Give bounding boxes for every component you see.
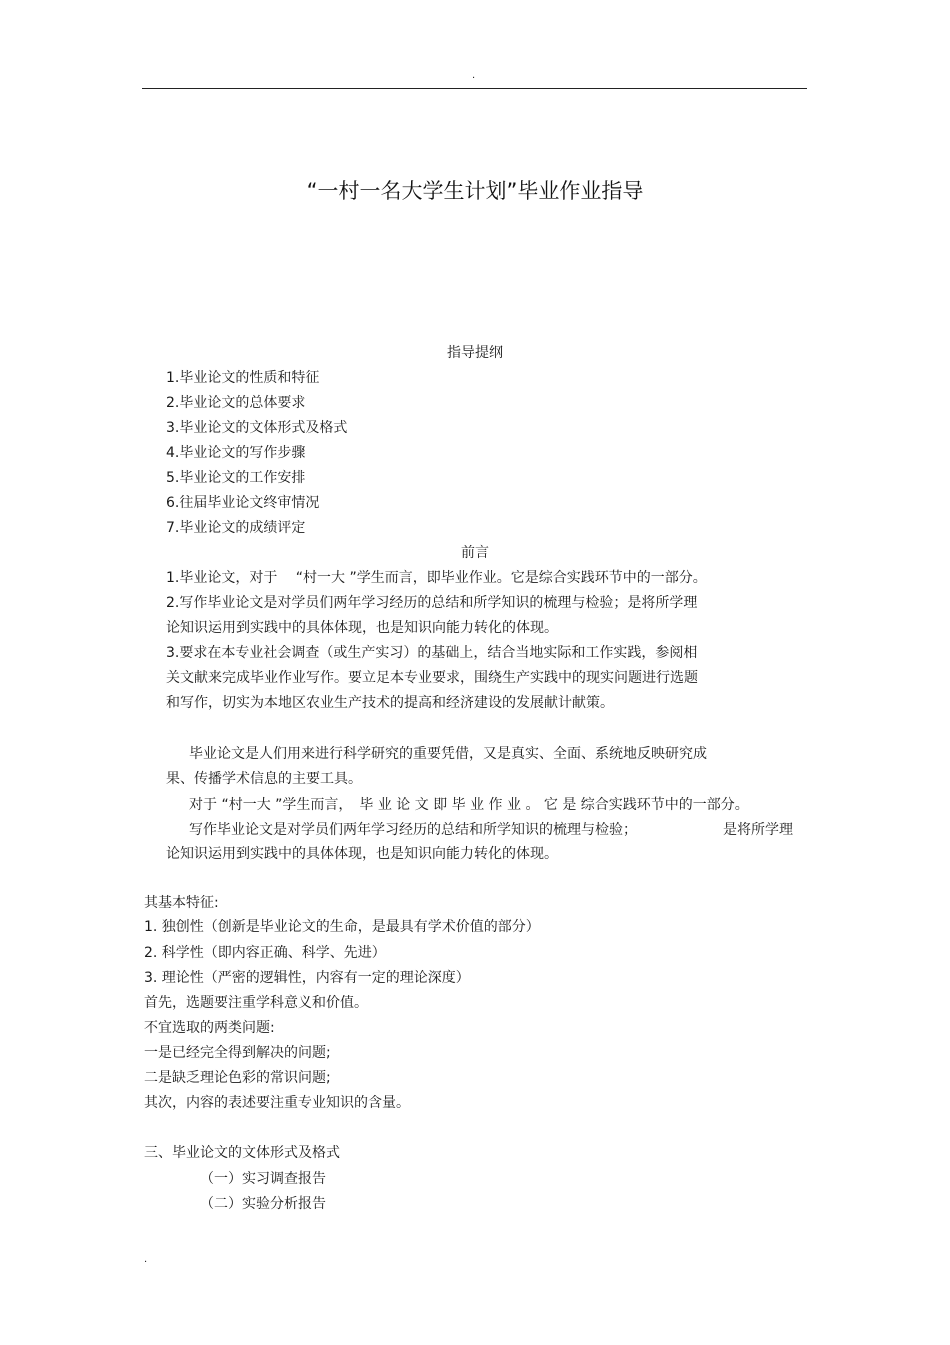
- outline-heading: 指导提纲: [447, 345, 503, 361]
- preface-line: 论知识运用到实践中的具体体现，也是知识向能力转化的体现。: [166, 620, 558, 636]
- features-heading: 其基本特征:: [144, 895, 219, 911]
- outline-item: 4.毕业论文的写作步骤: [166, 445, 306, 461]
- outline-item: 3.毕业论文的文体形式及格式: [166, 420, 348, 436]
- body-line: 对于 “村一大 ”学生而言， 毕 业 论 文 即 毕 业 作 业 。 它 是 综合实践环节中的一部分。: [189, 797, 749, 813]
- feature-note: 其次，内容的表述要注重专业知识的含量。: [144, 1095, 410, 1111]
- footer-mark: .: [144, 1254, 148, 1265]
- feature-note: 一是已经完全得到解决的问题;: [144, 1045, 331, 1061]
- section3-item: （一）实习调查报告: [200, 1171, 326, 1187]
- body-line: 毕业论文是人们用来进行科学研究的重要凭借，又是真实、全面、系统地反映研究成: [189, 746, 707, 762]
- preface-line: 1.毕业论文，对于 “村一大 ”学生而言，即毕业作业。它是综合实践环节中的一部分。: [166, 570, 707, 586]
- outline-item: 7.毕业论文的成绩评定: [166, 520, 306, 536]
- outline-item: 6.往届毕业论文终审情况: [166, 495, 320, 511]
- body-line: 论知识运用到实践中的具体体现，也是知识向能力转化的体现。: [166, 846, 558, 862]
- feature-note: 首先，选题要注重学科意义和价值。: [144, 995, 368, 1011]
- outline-item: 1.毕业论文的性质和特征: [166, 370, 320, 386]
- header-rule: [142, 88, 807, 89]
- feature-item: 3. 理论性（严密的逻辑性，内容有一定的理论深度）: [144, 970, 470, 986]
- body-line: 是将所学理: [723, 822, 793, 838]
- feature-note: 不宜选取的两类问题:: [144, 1020, 275, 1036]
- feature-note: 二是缺乏理论色彩的常识问题;: [144, 1070, 331, 1086]
- preface-line: 2.写作毕业论文是对学员们两年学习经历的总结和所学知识的梳理与检验；是将所学理: [166, 595, 698, 611]
- preface-heading: 前言: [461, 545, 489, 561]
- outline-item: 5.毕业论文的工作安排: [166, 470, 306, 486]
- outline-item: 2.毕业论文的总体要求: [166, 395, 306, 411]
- feature-item: 1. 独创性（创新是毕业论文的生命，是最具有学术价值的部分）: [144, 919, 540, 935]
- body-line: 写作毕业论文是对学员们两年学习经历的总结和所学知识的梳理与检验；: [189, 822, 637, 838]
- section3-heading: 三、毕业论文的文体形式及格式: [144, 1145, 340, 1161]
- document-title: “一村一名大学生计划”毕业作业指导: [306, 179, 644, 203]
- preface-line: 3.要求在本专业社会调查（或生产实习）的基础上，结合当地实际和工作实践，参阅相: [166, 645, 698, 661]
- preface-line: 关文献来完成毕业作业写作。要立足本专业要求，围绕生产实践中的现实问题进行选题: [166, 670, 698, 686]
- body-line: 果、传播学术信息的主要工具。: [166, 771, 362, 787]
- header-mark: .: [472, 70, 476, 81]
- section3-item: （二）实验分析报告: [200, 1196, 326, 1212]
- preface-line: 和写作，切实为本地区农业生产技术的提高和经济建设的发展献计献策。: [166, 695, 614, 711]
- feature-item: 2. 科学性（即内容正确、科学、先进）: [144, 945, 386, 961]
